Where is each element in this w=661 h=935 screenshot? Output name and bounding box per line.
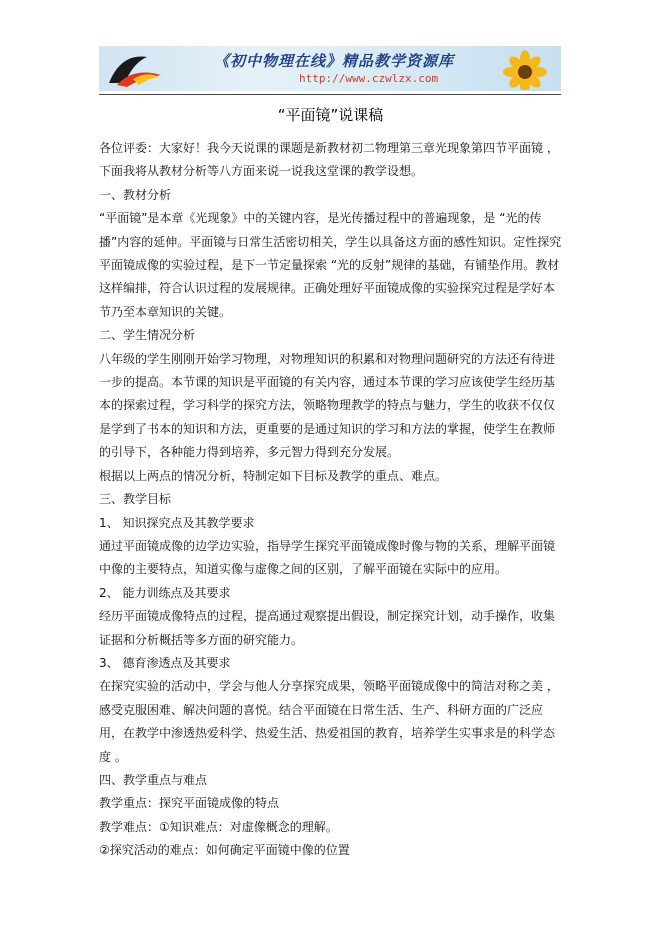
section-heading: 二、学生情况分析 [99, 328, 196, 343]
subsection-heading: 2、 能力训练点及其要求 [99, 585, 231, 600]
subsection-heading: 1、 知识探究点及其教学要求 [99, 515, 255, 530]
difficulty-line: 教学难点：①知识难点：对虚像概念的理解。 [99, 819, 338, 834]
paragraph: 经历平面镜成像特点的过程，提高通过观察提出假设，制定探究计划，动手操作，收集证据和分析概括等多方面的研究能力。 [99, 609, 556, 647]
banner-url[interactable]: http://www.czwlzx.com [299, 72, 439, 85]
intro-paragraph: 各位评委：大家好！我今天说课的课题是新教材初二物理第三章光现象第四节平面镜 ，下面我将从教材分析等八方面来说一说我这堂课的教学设想。 [99, 141, 559, 179]
section-heading: 四、教学重点与难点 [99, 772, 208, 787]
paragraph: 八年级的学生刚刚开始学习物理，对物理知识的积累和对物理问题研究的方法还有待进一步的提高。本节课的知识是平面镜的有关内容，通过本节课的学习应该使学生经历基本的探索过程，学习科学的探究方法，领略物理教学的特点与魅力，学生的收获不仅仅是学到了书本的知识和方法，更重要的是通过知识的学习和方法的掌握，使学生在教师的引导下，各种能力得到培养，多元智力得到充分发展。 [99, 351, 556, 460]
banner-title: 《初中物理在线》精品教学资源库 [214, 52, 455, 70]
difficulty-line: ②探究活动的难点：如何确定平面镜中像的位置 [99, 843, 350, 858]
subsection-heading: 3、 德育渗透点及其要求 [99, 655, 231, 670]
paragraph: 根据以上两点的情况分析，特制定如下目标及教学的重点、难点。 [99, 468, 448, 483]
paragraph: 在探究实验的活动中，学会与他人分享探究成果，领略平面镜成像中的简洁对称之美 ，感受克服困难、解决问题的喜悦。结合平面镜在日常生活、生产、科研方面的广泛应用，在教学中渗透热爱科学、热爱生活、热爱祖国的教育，培养学生实事求是的科学态度 。 [99, 679, 559, 764]
document-body [99, 137, 565, 863]
site-logo-icon [103, 49, 165, 89]
header-divider [99, 94, 561, 95]
section-heading: 一、教材分析 [99, 187, 172, 202]
header-banner [99, 46, 561, 91]
paragraph: 通过平面镜成像的边学边实验，指导学生探究平面镜成像时像与物的关系，理解平面镜中像的主要特点，知道实像与虚像之间的区别，了解平面镜在实际中的应用。 [99, 538, 556, 577]
sunflower-icon [495, 50, 555, 90]
document-title: “平面镜”说课稿 [277, 106, 384, 124]
paragraph: “平面镜”是本章《光现象》中的关键内容，是光传播过程中的普遍现象，是 “光的传播”内容的延伸。平面镜与日常生活密切相关，学生以具备这方面的感性知识。定性探究平面镜成像的实验过程，是下一节定量探索 “光的反射”规律的基础，有铺垫作用。教材这样编排，符合认识过程的发展规律。正确处理好平面镜成像的实验探究过程是学好本节乃至本章知识的关键。 [99, 211, 562, 319]
section-heading: 三、教学目标 [99, 492, 172, 507]
key-point-line: 教学重点：探究平面镜成像的特点 [99, 796, 280, 811]
